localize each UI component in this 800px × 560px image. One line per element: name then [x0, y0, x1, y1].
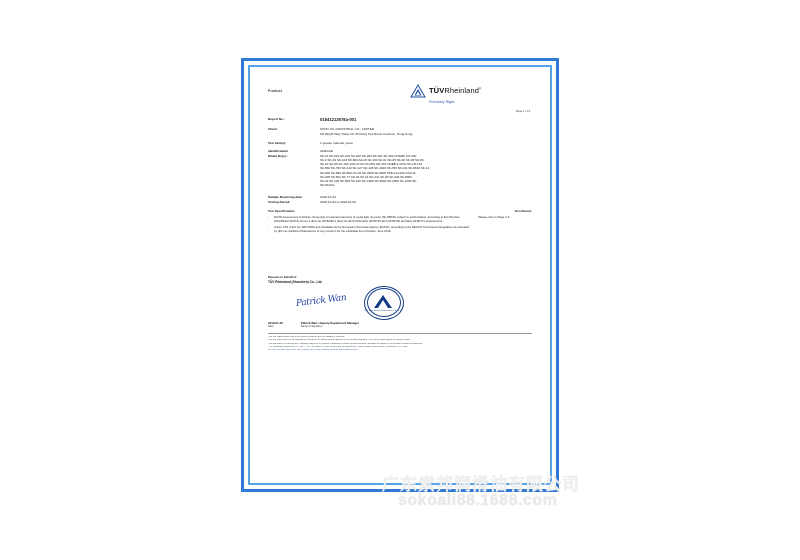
client-row [268, 127, 532, 131]
test-spec-item [268, 225, 470, 233]
client-address-row [268, 132, 532, 136]
footer-contact-line: Tel: +86-755-8828 8000 Fax: +86-755-8828 8001 Mail: service@tuv.com Web: www.tuv.com [268, 349, 358, 352]
model-line: SK-560 SK-700 SK-410 SK-127 SK-128 SK-4400 NK-760 SK-011 SK-8810 SK-14 [320, 166, 430, 171]
testing-period-value: 2018-12-20 to 2019-01-09 [320, 200, 356, 205]
stamp-text: TÜV Rheinland (Shenzhen) Co., Ltd. [363, 309, 403, 312]
test-spec-header [268, 209, 532, 213]
report-no-value: 01841213578a-001 [320, 117, 357, 122]
tuv-triangle-icon [410, 83, 426, 99]
tuv-brand-sub: Rheinland [444, 86, 479, 96]
testing-period-label: Testing Period: [268, 200, 291, 205]
model-line: SK-2 SK-4S SK-103 SK-603 AZ-26 SK-100 SK-01 SK-05 SK-06 SK-08 SK-9S [320, 158, 424, 163]
report-no-label: Report No.: [268, 117, 285, 121]
footer-line: TÜV Rheinland (Shenzhen) Co., Ltd. — 3/F Tech Block 2, Qiao Xiang Kang Tai Building No.1 BinHe Road, Futian District, Shenzhen, P.R. China [268, 345, 408, 348]
model-line: SS-001AG [320, 183, 335, 188]
model-list [320, 154, 532, 187]
identification-row [268, 149, 532, 153]
client-address-value: 6/F Bright Way Tower No.33 Mong Kok Road, Kowloon, Hong Kong [320, 131, 413, 136]
model-no-label: Model No(s).: [268, 153, 288, 158]
model-no-row [268, 154, 532, 187]
client-address-label-spacer [268, 132, 320, 136]
model-line: SK-22 SK-120 SK-600 SK-100 SK-C200 SK-9002 SK-2009 SK-1200 SK- [320, 178, 418, 183]
model-line: SK-205 SK-501 SK-77 CK-03 SK-21 SK-231 SK-66 SK-003 SK-8000 [320, 174, 412, 179]
issued-on-behalf-label: Passed on behalf of [268, 274, 297, 279]
test-item-label: Test Item(s): [268, 140, 287, 145]
issuing-company: TÜV Rheinland (Shenzhen) Co., Ltd. [268, 279, 323, 284]
model-head-value: GREASE [320, 149, 333, 154]
report-no-row [268, 117, 532, 123]
signature-date-caption: Date [268, 325, 274, 329]
sample-receiving-row [268, 195, 532, 199]
tuv-brand-main: TÜV [429, 86, 445, 96]
document-footer [268, 333, 532, 352]
test-item-row [268, 141, 532, 145]
model-line: SK-11 SK-01S SK-201 SK-202 SK-203 SK-301 SK-302 CHAMP CH-200 [320, 153, 417, 158]
identification-label: Identification/ [268, 149, 289, 154]
model-line: SK-21 SK-8S N1-16F-229 LH-02 CK-09S GR-261 GREB-1 GRC-3S GR-133 [320, 162, 422, 167]
signatory-name: Patrick Wan / Deputy Department Manager [300, 320, 359, 325]
signature-date-column [268, 321, 283, 329]
sample-receiving-label: Sample Receiving date: [268, 194, 303, 199]
test-spec-list [268, 215, 470, 234]
watermark-url: sokoali88.1688.com [398, 492, 558, 509]
stamp-triangle-inner-icon [378, 300, 388, 308]
document-header [268, 83, 532, 117]
test-spec-text: Annex XVII of EC No 1907/2006 and candidate list by European Chemicals Agency (ECHA), according to the REACH Commission Regulation as amended by (EC) as published Substances of very concern for the candidate list of Articles, June 2019. [274, 224, 470, 233]
tuv-rheinland-logo [410, 83, 530, 104]
signature-captions [268, 321, 532, 329]
certificate-page [254, 71, 546, 479]
certificate-frame [241, 58, 559, 492]
handwritten-signature: Patrick Wan [295, 292, 347, 309]
tuv-wordmark [429, 87, 481, 95]
test-item-value: 1 grease material, piece [320, 140, 354, 145]
footer-line: This test report shall not be reproduced, except in full, without written approval of the testing laboratory. The results relate only to the item(s) tested. [268, 339, 411, 342]
test-spec-label: Test Specification: [268, 209, 296, 214]
bullet-icon: - [268, 224, 269, 229]
footer-line: This test report relates only to the item(s) tested as per test sample(s) received. [268, 336, 345, 339]
test-spec-text: RoHS Assessment of Articles: Screening of selected elements of metal light ray parts (Sb-HBCD) subject to authorization, according to EU Directive 2011/65/EU (RoHS) Annex II (EU) No 2015/863 4 (EU) No 2017/2102 (EU) 2018/739 (EU) 2018/740 and (EU) 2018/741 requirements. [274, 215, 460, 224]
client-label: Client: [268, 127, 278, 132]
test-spec-body [268, 215, 532, 234]
registered-mark: ® [479, 86, 482, 91]
model-line: SK-900 SK-860 SK-800 CK-09 SK-3306 SK-9009 SKB-113-002 CKS-11 [320, 170, 416, 175]
test-spec-item [268, 215, 470, 223]
page-number: Page 1 of 9 [515, 109, 530, 113]
signatory-column [301, 321, 359, 329]
testing-period-row [268, 200, 532, 204]
test-result-value: Please refer to Page 2-9 [478, 215, 510, 220]
company-stamp [360, 286, 406, 320]
test-result-label: Test Result: [514, 209, 532, 214]
signature-date-value: 2019-01-09 [268, 320, 283, 325]
tuv-claim: Precisely Right. [429, 100, 456, 104]
product-label: Product [268, 89, 283, 93]
signature-area [268, 284, 532, 320]
sample-receiving-value: 2018-12-20 [320, 194, 336, 199]
footer-line: This document is issued by the Company subject to its General Conditions of Service printed overleaf, available on request or accessible at www.tuv.com/terms. [268, 342, 423, 345]
watermark-company-chinese: 广东索邦润滑油有限公司 [382, 475, 580, 495]
client-value: SCHO OIL INDUSTRIAL CO., LIMITED [320, 127, 375, 132]
signature-block [268, 275, 532, 329]
bullet-icon: - [268, 215, 269, 220]
signatory-caption: Name of Signatory [300, 325, 323, 329]
